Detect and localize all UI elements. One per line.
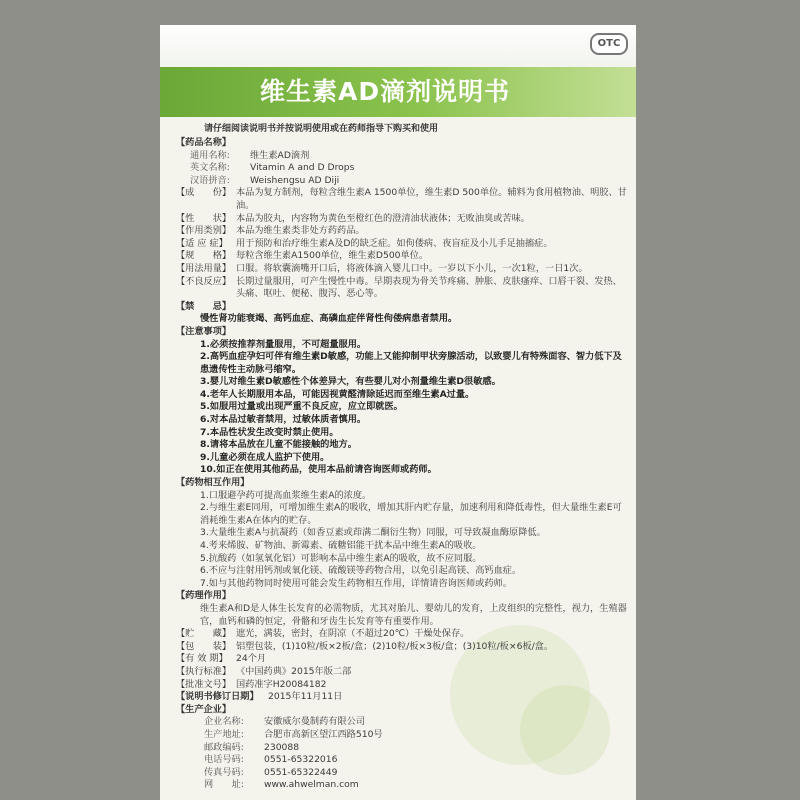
- manufacturer-name-value: 安徽威尔曼制药有限公司: [264, 716, 366, 728]
- interaction-item: 3.大量维生素A与抗凝药（如香豆素或茚满二酮衍生物）同服，可导致凝血酶原降低。: [200, 527, 546, 539]
- content-body: [176, 137, 628, 792]
- website-row: [176, 779, 628, 792]
- spec-row: [176, 250, 628, 263]
- package-label: 【包 装】: [176, 640, 232, 652]
- approval-row: [176, 679, 628, 692]
- usage-value: 口服。将软囊滴嘴开口后，将液体滴入婴儿口中。一岁以下小儿，一次1粒，一日1次。: [236, 262, 588, 274]
- contraindications-value: 慢性肾功能衰竭、高钙血症、高磷血症伴肾性佝偻病患者禁用。: [200, 313, 458, 325]
- adverse-row: [176, 276, 628, 301]
- precaution-item: 4.老年人长期服用本品，可能因视黄醛清除延迟而至维生素A过量。: [200, 388, 475, 400]
- composition-label: 【成 份】: [176, 187, 232, 199]
- precaution-item: 3.婴儿对维生素D敏感性个体差异大，有些婴儿对小剂量维生素D很敏感。: [200, 376, 501, 388]
- validity-label: 【有 效 期】: [176, 653, 228, 665]
- english-name-label: 英文名称:: [190, 162, 230, 174]
- interactions-heading: 【药物相互作用】: [176, 477, 250, 489]
- revision-label: 【说明书修订日期】: [176, 691, 259, 703]
- precaution-item: 2.高钙血症孕妇可伴有维生素D敏感，功能上又能抑制甲状旁腺活动，以致婴儿有特殊面容、智力低下及患遗传性主动脉弓缩窄。: [200, 351, 622, 375]
- validity-value: 24个月: [236, 653, 267, 665]
- interaction-item: 4.考来烯胺、矿物油、新霉素、硫糖铝能干扰本品中维生素A的吸收。: [200, 540, 482, 551]
- precaution-item: 6.对本品过敏者禁用，过敏体质者慎用。: [200, 414, 367, 426]
- precaution-item: 8.请将本品放在儿童不能接触的地方。: [200, 439, 357, 451]
- category-label: 【作用类别】: [176, 225, 232, 237]
- approval-value: 国药准字H20084182: [236, 678, 327, 690]
- fax-label: 传真号码:: [204, 766, 244, 778]
- manufacturer-heading: 【生产企业】: [176, 703, 232, 715]
- appearance-value: 本品为胶丸，内容物为黄色至橙红色的澄清油状液体；无败油臭或苦味。: [236, 212, 530, 224]
- indications-label: 【适 应 症】: [176, 237, 228, 249]
- adverse-value: 长期过量服用，可产生慢性中毒。早期表现为骨关节疼痛、肿胀、皮肤瘙痒、口唇干裂、发热、头痛、呕吐、便秘、腹泻、恶心等。: [236, 275, 622, 300]
- fax-value: 0551-65322449: [264, 766, 338, 778]
- document-title: 维生素AD滴剂说明书: [260, 77, 511, 106]
- spec-label: 【规 格】: [176, 250, 232, 262]
- package-row: [176, 641, 628, 654]
- revision-value: 2015年11月11日: [268, 691, 343, 703]
- website-label: 网 址:: [204, 779, 244, 791]
- fax-row: [176, 767, 628, 780]
- contraindications-heading: 【禁 忌】: [176, 300, 232, 312]
- interaction-item: 5.抗酸药（如氢氧化铝）可影响本品中维生素A的吸收，故不应同服。: [200, 552, 482, 564]
- english-name-value: Vitamin A and D Drops: [250, 162, 355, 174]
- interaction-item: 6.不应与注射用钙剂或氧化镁、硫酸镁等药物合用，以免引起高镁、高钙血症。: [200, 565, 522, 577]
- precautions-heading: 【注意事项】: [176, 325, 232, 337]
- category-value: 本品为维生素类非处方药药品。: [236, 225, 365, 237]
- top-band: [160, 25, 636, 65]
- manufacturer-address-value: 合肥市高新区望江西路510号: [264, 728, 383, 740]
- zip-value: 230088: [264, 741, 300, 753]
- phone-row: [176, 754, 628, 767]
- storage-row: [176, 628, 628, 641]
- precaution-item: 9.儿童必须在成人监护下使用。: [200, 451, 330, 463]
- pinyin-row: [176, 175, 628, 188]
- standard-label: 【执行标准】: [176, 665, 232, 677]
- precaution-item: 10.如正在使用其他药品，使用本品前请咨询医师或药师。: [200, 464, 437, 476]
- otc-badge: OTC: [590, 33, 628, 55]
- phone-label: 电话号码:: [204, 754, 244, 766]
- appearance-label: 【性 状】: [176, 212, 232, 224]
- revision-row: [176, 691, 628, 704]
- precaution-item: 7.本品性状发生改变时禁止使用。: [200, 426, 339, 438]
- indications-value: 用于预防和治疗维生素A及D的缺乏症。如佝偻病、夜盲症及小儿手足抽搐症。: [236, 237, 553, 249]
- approval-label: 【批准文号】: [176, 678, 232, 690]
- reading-warning: 请仔细阅读说明书并按说明使用或在药师指导下购买和使用: [204, 124, 439, 134]
- adverse-label: 【不良反应】: [176, 275, 232, 287]
- appearance-row: [176, 213, 628, 226]
- precaution-item: 1.必须按推荐剂量服用，不可超量服用。: [200, 338, 367, 350]
- standard-row: [176, 666, 628, 679]
- standard-value: 《中国药典》2015年版二部: [236, 665, 352, 677]
- composition-value: 本品为复方制剂，每粒含维生素A 1500单位，维生素D 500单位。辅料为食用植物油、明胶、甘油。: [236, 187, 627, 211]
- drug-name-heading: 【药品名称】: [176, 137, 232, 148]
- manufacturer-name-row: [176, 716, 628, 729]
- website-value: www.ahwelman.com: [264, 779, 359, 791]
- generic-name-label: 通用名称:: [190, 149, 230, 161]
- usage-row: [176, 263, 628, 276]
- category-row: [176, 225, 628, 238]
- zip-label: 邮政编码:: [204, 741, 244, 753]
- precaution-item: 5.如服用过量或出现严重不良反应，应立即就医。: [200, 401, 403, 413]
- phone-value: 0551-65322016: [264, 754, 338, 766]
- manufacturer-address-row: [176, 729, 628, 742]
- composition-row: [176, 187, 628, 212]
- interaction-item: 2.与维生素E同用，可增加维生素A的吸收，增加其肝内贮存量，加速利用和降低毒性，但大量维生素E可消耗维生素A在体内的贮存。: [200, 502, 622, 526]
- instruction-sheet: [160, 25, 636, 800]
- spec-value: 每粒含维生素A1500单位，维生素D500单位。: [236, 250, 429, 262]
- validity-row: [176, 653, 628, 666]
- storage-label: 【贮 藏】: [176, 628, 232, 640]
- storage-value: 遮光，满装，密封，在阴凉（不超过20℃）干燥处保存。: [236, 628, 470, 640]
- usage-label: 【用法用量】: [176, 262, 232, 274]
- generic-name-value: 维生素AD滴剂: [250, 149, 310, 161]
- interaction-item: 7.如与其他药物同时使用可能会发生药物相互作用，详情请咨询医师或药师。: [200, 577, 512, 589]
- zip-row: [176, 742, 628, 755]
- indications-row: [176, 238, 628, 251]
- package-value: 铝塑包装，(1)10粒/板×2板/盒；(2)10粒/板×3板/盒；(3)10粒/板×6板/盒。: [236, 640, 554, 652]
- pinyin-value: Weishengsu AD Diji: [250, 174, 340, 186]
- pinyin-label: 汉语拼音:: [190, 174, 230, 186]
- manufacturer-name-label: 企业名称:: [204, 716, 244, 728]
- interaction-item: 1.口服避孕药可提高血浆维生素A的浓度。: [200, 489, 372, 501]
- english-name-row: [176, 162, 628, 175]
- pharmacology-heading: 【药理作用】: [176, 590, 232, 602]
- manufacturer-address-label: 生产地址:: [204, 728, 244, 740]
- generic-name-row: [176, 150, 628, 163]
- pharmacology-value: 维生素A和D是人体生长发育的必需物质，尤其对胎儿、婴幼儿的发育，上皮组织的完整性，视力，生殖器官，血钙和磷的恒定，骨骼和牙齿生长发育等有重要作用。: [200, 602, 627, 627]
